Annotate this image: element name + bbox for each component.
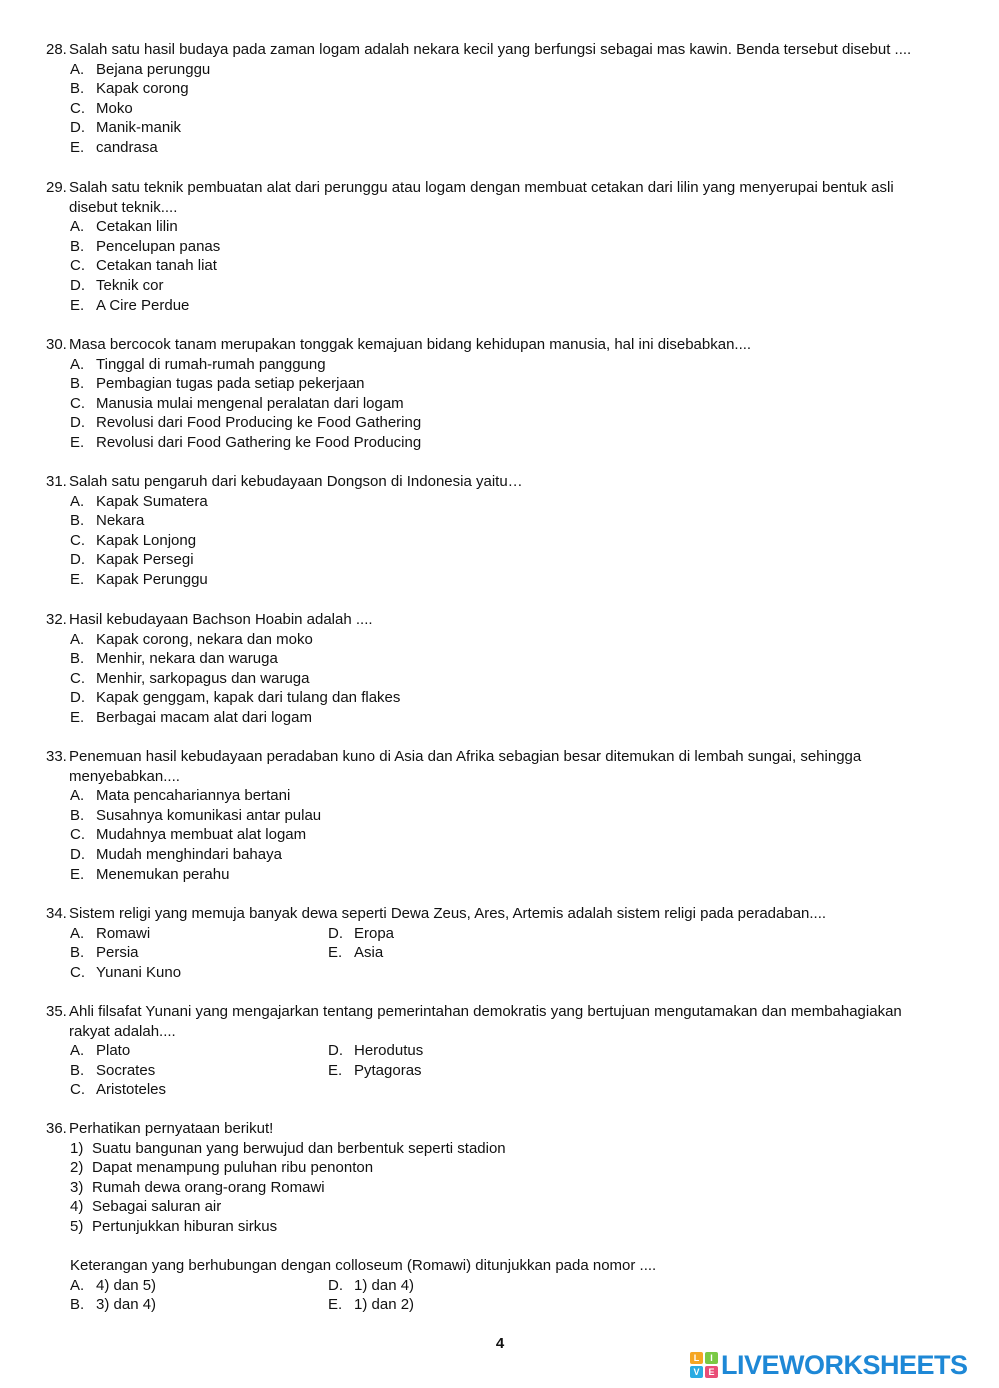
option-text: 1) dan 2)	[354, 1296, 415, 1314]
question-32	[46, 610, 946, 728]
question-text: Salah satu teknik pembuatan alat dari perunggu atau logam dengan membuat cetakan dari lilin yang menyerupai bentuk asli disebut teknik....	[69, 179, 894, 216]
option-text: Asia	[354, 944, 384, 962]
option-c[interactable]	[70, 99, 946, 119]
question-33	[46, 747, 946, 884]
option-text: Aristoteles	[96, 1081, 167, 1099]
option-text: Persia	[96, 944, 139, 962]
question-29	[46, 178, 946, 315]
question-28	[46, 40, 946, 158]
option-text: Pencelupan panas	[96, 237, 221, 255]
option-text: Plato	[96, 1042, 131, 1060]
logo-tile: L	[690, 1352, 703, 1364]
question-text: Sistem religi yang memuja banyak dewa seperti Dewa Zeus, Ares, Artemis adalah sistem religi pada peradaban....	[69, 905, 827, 922]
option-text: Pembagian tugas pada setiap pekerjaan	[96, 375, 365, 393]
question-30	[46, 335, 946, 453]
option-c[interactable]	[70, 963, 328, 983]
option-letter: C.	[70, 99, 85, 117]
option-text: 3) dan 4)	[96, 1296, 157, 1314]
option-letter: C.	[70, 531, 85, 549]
option-letter: C.	[70, 257, 85, 275]
statement-text: Pertunjukkan hiburan sirkus	[92, 1217, 278, 1235]
option-letter: E.	[70, 708, 85, 726]
statement-5	[70, 1217, 946, 1237]
option-letter: A.	[70, 355, 85, 373]
statement-2	[70, 1158, 946, 1178]
option-text: Menemukan perahu	[96, 865, 230, 883]
option-b[interactable]	[70, 374, 946, 394]
option-c[interactable]	[70, 825, 946, 845]
question-31	[46, 472, 946, 590]
option-text: 4) dan 5)	[96, 1276, 157, 1294]
option-text: Cetakan lilin	[96, 218, 178, 236]
option-b[interactable]	[70, 79, 946, 99]
option-d[interactable]	[70, 845, 946, 865]
option-letter: D.	[70, 551, 85, 569]
option-c[interactable]	[70, 531, 946, 551]
option-letter: B.	[70, 944, 85, 962]
option-d[interactable]	[328, 1276, 628, 1296]
question-text: Salah satu hasil budaya pada zaman logam adalah nekara kecil yang berfungsi sebagai mas kawin. Benda tersebut disebut ....	[69, 41, 912, 58]
option-letter: D.	[328, 924, 343, 942]
option-text: Romawi	[96, 924, 151, 942]
statement-text: Sebagai saluran air	[92, 1198, 222, 1216]
logo-tile: V	[690, 1366, 703, 1378]
option-letter: B.	[70, 806, 85, 824]
option-letter: D.	[328, 1042, 343, 1060]
option-text: Menhir, nekara dan waruga	[96, 650, 278, 668]
statement-text: Suatu bangunan yang berwujud dan berbentuk seperti stadion	[92, 1139, 506, 1157]
option-text: Eropa	[354, 924, 395, 942]
option-letter: E.	[328, 1061, 343, 1079]
page-number: 4	[495, 1335, 505, 1352]
statement-number: 1)	[70, 1139, 84, 1157]
option-letter: B.	[70, 375, 85, 393]
option-b[interactable]	[70, 237, 946, 257]
question-text: Ahli filsafat Yunani yang mengajarkan tentang pemerintahan demokratis yang bertujuan mengutamakan dan membahagiakan rakyat adalah....	[69, 1003, 902, 1040]
option-text: Susahnya komunikasi antar pulau	[96, 806, 322, 824]
option-a[interactable]	[70, 924, 328, 944]
option-d[interactable]	[70, 413, 946, 433]
option-d[interactable]	[328, 1041, 628, 1061]
option-text: Pytagoras	[354, 1061, 422, 1079]
option-e[interactable]	[70, 570, 946, 590]
option-letter: E.	[328, 944, 343, 962]
option-text: Mudah menghindari bahaya	[96, 845, 282, 863]
question-number: 29.	[46, 179, 67, 196]
question-number: 34.	[46, 905, 67, 922]
option-letter: E.	[70, 138, 85, 156]
statement-3	[70, 1178, 946, 1198]
option-d[interactable]	[328, 924, 628, 944]
option-letter: B.	[70, 512, 85, 530]
option-text: Kapak corong, nekara dan moko	[96, 630, 313, 648]
option-letter: B.	[70, 80, 85, 98]
question-number: 28.	[46, 41, 67, 58]
option-text: Kapak Perunggu	[96, 570, 208, 588]
option-letter: C.	[70, 1081, 85, 1099]
option-letter: A.	[70, 630, 85, 648]
option-b[interactable]	[70, 943, 328, 963]
option-text: Moko	[96, 99, 133, 117]
option-b[interactable]	[70, 806, 946, 826]
question-35	[46, 1002, 946, 1100]
option-a[interactable]	[70, 1041, 328, 1061]
option-text: Teknik cor	[96, 276, 164, 294]
option-letter: D.	[70, 119, 85, 137]
question-number: 36.	[46, 1120, 67, 1137]
option-a[interactable]	[70, 355, 946, 375]
option-letter: A.	[70, 60, 85, 78]
statement-text: Rumah dewa orang-orang Romawi	[92, 1178, 325, 1196]
option-b[interactable]	[70, 511, 946, 531]
logo-tile: E	[705, 1366, 718, 1378]
statement-number: 5)	[70, 1217, 84, 1235]
option-text: Berbagai macam alat dari logam	[96, 708, 312, 726]
option-letter: A.	[70, 1276, 85, 1294]
option-letter: A.	[70, 1042, 85, 1060]
question-34	[46, 904, 946, 982]
option-e[interactable]	[70, 433, 946, 453]
question-number: 31.	[46, 473, 67, 490]
option-b[interactable]	[70, 1061, 328, 1081]
question-text: Salah satu pengaruh dari kebudayaan Dongson di Indonesia yaitu…	[69, 473, 523, 490]
question-number: 32.	[46, 611, 67, 628]
option-text: 1) dan 4)	[354, 1276, 415, 1294]
option-text: candrasa	[96, 138, 158, 156]
option-c[interactable]	[70, 394, 946, 414]
option-c[interactable]	[70, 1080, 328, 1100]
question-number: 33.	[46, 748, 67, 765]
option-d[interactable]	[70, 276, 946, 296]
question-note: Keterangan yang berhubungan dengan colloseum (Romawi) ditunjukkan pada nomor ....	[70, 1257, 657, 1275]
option-a[interactable]	[70, 217, 946, 237]
option-letter: D.	[70, 845, 85, 863]
option-c[interactable]	[70, 256, 946, 276]
option-text: Mudahnya membuat alat logam	[96, 826, 307, 844]
statement-number: 3)	[70, 1178, 84, 1196]
question-number: 30.	[46, 336, 67, 353]
option-a[interactable]	[70, 786, 946, 806]
logo-mark-icon	[690, 1352, 718, 1378]
liveworksheets-logo	[690, 1350, 968, 1380]
option-a[interactable]	[70, 60, 946, 80]
option-text: Kapak Persegi	[96, 551, 194, 569]
option-letter: D.	[70, 414, 85, 432]
option-letter: E.	[70, 570, 85, 588]
option-letter: C.	[70, 963, 85, 981]
option-text: Cetakan tanah liat	[96, 257, 217, 275]
option-text: Revolusi dari Food Gathering ke Food Producing	[96, 433, 422, 451]
option-text: Kapak corong	[96, 80, 189, 98]
statement-4	[70, 1197, 946, 1217]
question-36	[46, 1119, 946, 1315]
option-text: Kapak Lonjong	[96, 531, 197, 549]
option-e[interactable]	[70, 708, 946, 728]
option-text: Mata pencahariannya bertani	[96, 787, 291, 805]
option-letter: E.	[70, 296, 85, 314]
option-letter: E.	[70, 433, 85, 451]
option-text: Yunani Kuno	[96, 963, 182, 981]
option-text: Kapak Sumatera	[96, 492, 208, 510]
option-e[interactable]	[70, 865, 946, 885]
question-text: Masa bercocok tanam merupakan tonggak kemajuan bidang kehidupan manusia, hal ini disebabkan....	[69, 336, 752, 353]
option-b[interactable]	[70, 649, 946, 669]
option-d[interactable]	[70, 688, 946, 708]
option-a[interactable]	[70, 630, 946, 650]
statement-number: 4)	[70, 1198, 84, 1216]
statement-text: Dapat menampung puluhan ribu penonton	[92, 1159, 374, 1177]
question-text: Penemuan hasil kebudayaan peradaban kuno di Asia dan Afrika sebagian besar ditemukan di lembah sungai, sehingga menyebabkan....	[69, 748, 862, 785]
option-e[interactable]	[70, 138, 946, 158]
option-text: Nekara	[96, 512, 145, 530]
logo-tile: I	[705, 1352, 718, 1364]
option-text: Kapak genggam, kapak dari tulang dan flakes	[96, 689, 401, 707]
option-text: Bejana perunggu	[96, 60, 211, 78]
option-letter: C.	[70, 669, 85, 687]
option-a[interactable]	[70, 1276, 328, 1296]
option-text: Revolusi dari Food Producing ke Food Gathering	[96, 414, 422, 432]
option-letter: C.	[70, 394, 85, 412]
option-text: Herodutus	[354, 1042, 424, 1060]
option-letter: A.	[70, 218, 85, 236]
option-d[interactable]	[70, 118, 946, 138]
option-text: Menhir, sarkopagus dan waruga	[96, 669, 310, 687]
option-letter: D.	[70, 276, 85, 294]
brand-name: LIVEWORKSHEETS	[721, 1349, 968, 1380]
option-text: Socrates	[96, 1061, 156, 1079]
option-letter: D.	[70, 689, 85, 707]
option-c[interactable]	[70, 669, 946, 689]
question-text: Hasil kebudayaan Bachson Hoabin adalah ....	[69, 611, 373, 628]
option-text: A Cire Perdue	[96, 296, 190, 314]
option-b[interactable]	[70, 1295, 328, 1315]
question-number: 35.	[46, 1003, 67, 1020]
question-text: Perhatikan pernyataan berikut!	[69, 1120, 274, 1137]
statement-1	[70, 1139, 946, 1159]
option-text: Manusia mulai mengenal peralatan dari logam	[96, 394, 404, 412]
option-letter: B.	[70, 1296, 85, 1314]
option-letter: B.	[70, 650, 85, 668]
option-letter: E.	[328, 1296, 343, 1314]
option-text: Manik-manik	[96, 119, 182, 137]
option-letter: D.	[328, 1276, 343, 1294]
option-letter: A.	[70, 787, 85, 805]
option-e[interactable]	[328, 943, 628, 963]
statement-number: 2)	[70, 1159, 84, 1177]
option-e[interactable]	[70, 296, 946, 316]
option-e[interactable]	[328, 1295, 628, 1315]
option-text: Tinggal di rumah-rumah panggung	[96, 355, 326, 373]
option-letter: C.	[70, 826, 85, 844]
option-e[interactable]	[328, 1061, 628, 1081]
option-letter: A.	[70, 924, 85, 942]
option-a[interactable]	[70, 492, 946, 512]
option-letter: B.	[70, 1061, 85, 1079]
option-letter: A.	[70, 492, 85, 510]
option-letter: B.	[70, 237, 85, 255]
option-d[interactable]	[70, 550, 946, 570]
option-letter: E.	[70, 865, 85, 883]
